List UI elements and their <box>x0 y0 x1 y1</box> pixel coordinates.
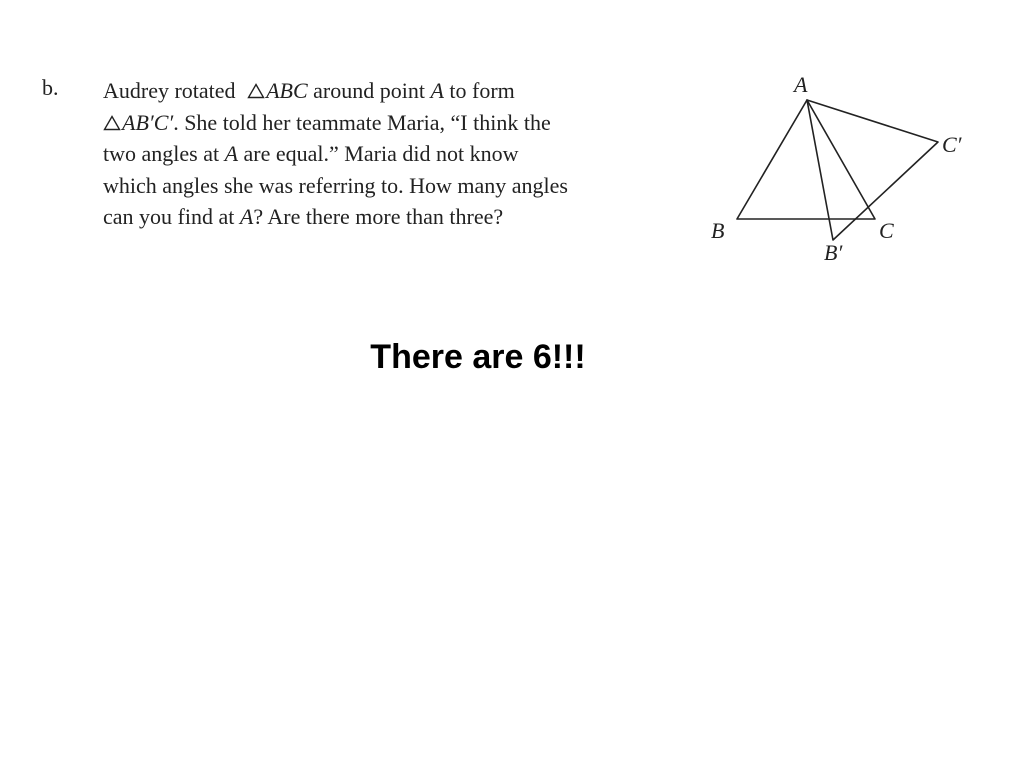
triangle-abc <box>737 100 875 219</box>
text-segment: are equal.” Maria did not know <box>238 141 519 166</box>
rotation-diagram <box>700 62 990 277</box>
problem-line-3 <box>103 138 693 170</box>
label-c-prime: C′ <box>942 132 962 157</box>
label-b-prime: B′ <box>824 240 843 265</box>
label-a: A <box>794 72 808 97</box>
text-segment: Audrey rotated <box>103 78 242 103</box>
text-segment: . She told her teammate Maria, “I think the <box>173 109 551 135</box>
answer-text: There are 6!!! <box>370 338 586 376</box>
point-a: A <box>224 141 239 166</box>
triangle-symbol-icon <box>103 115 121 131</box>
text-segment: around point <box>307 78 431 103</box>
text-segment: to form <box>443 78 515 103</box>
problem-b <box>0 0 1024 300</box>
label-c: C <box>879 218 894 243</box>
text-segment: two angles at <box>103 141 225 166</box>
problem-line-2 <box>103 107 693 139</box>
text-segment: can you find at <box>103 204 240 229</box>
point-a: A <box>239 204 254 229</box>
problem-line-4: which angles she was referring to. How many angles <box>103 172 568 198</box>
problem-line-1 <box>103 75 693 107</box>
label-b: B <box>711 218 725 243</box>
problem-line-5 <box>103 201 693 233</box>
problem-text <box>103 75 693 233</box>
point-a: A <box>430 78 444 103</box>
triangle-abc-name: ABC <box>266 78 308 103</box>
triangle-abprimecprime-name: AB′C′ <box>122 109 174 135</box>
text-segment: ? Are there more than three? <box>253 204 504 229</box>
triangle-symbol-icon <box>247 83 265 99</box>
item-label: b. <box>42 75 59 100</box>
